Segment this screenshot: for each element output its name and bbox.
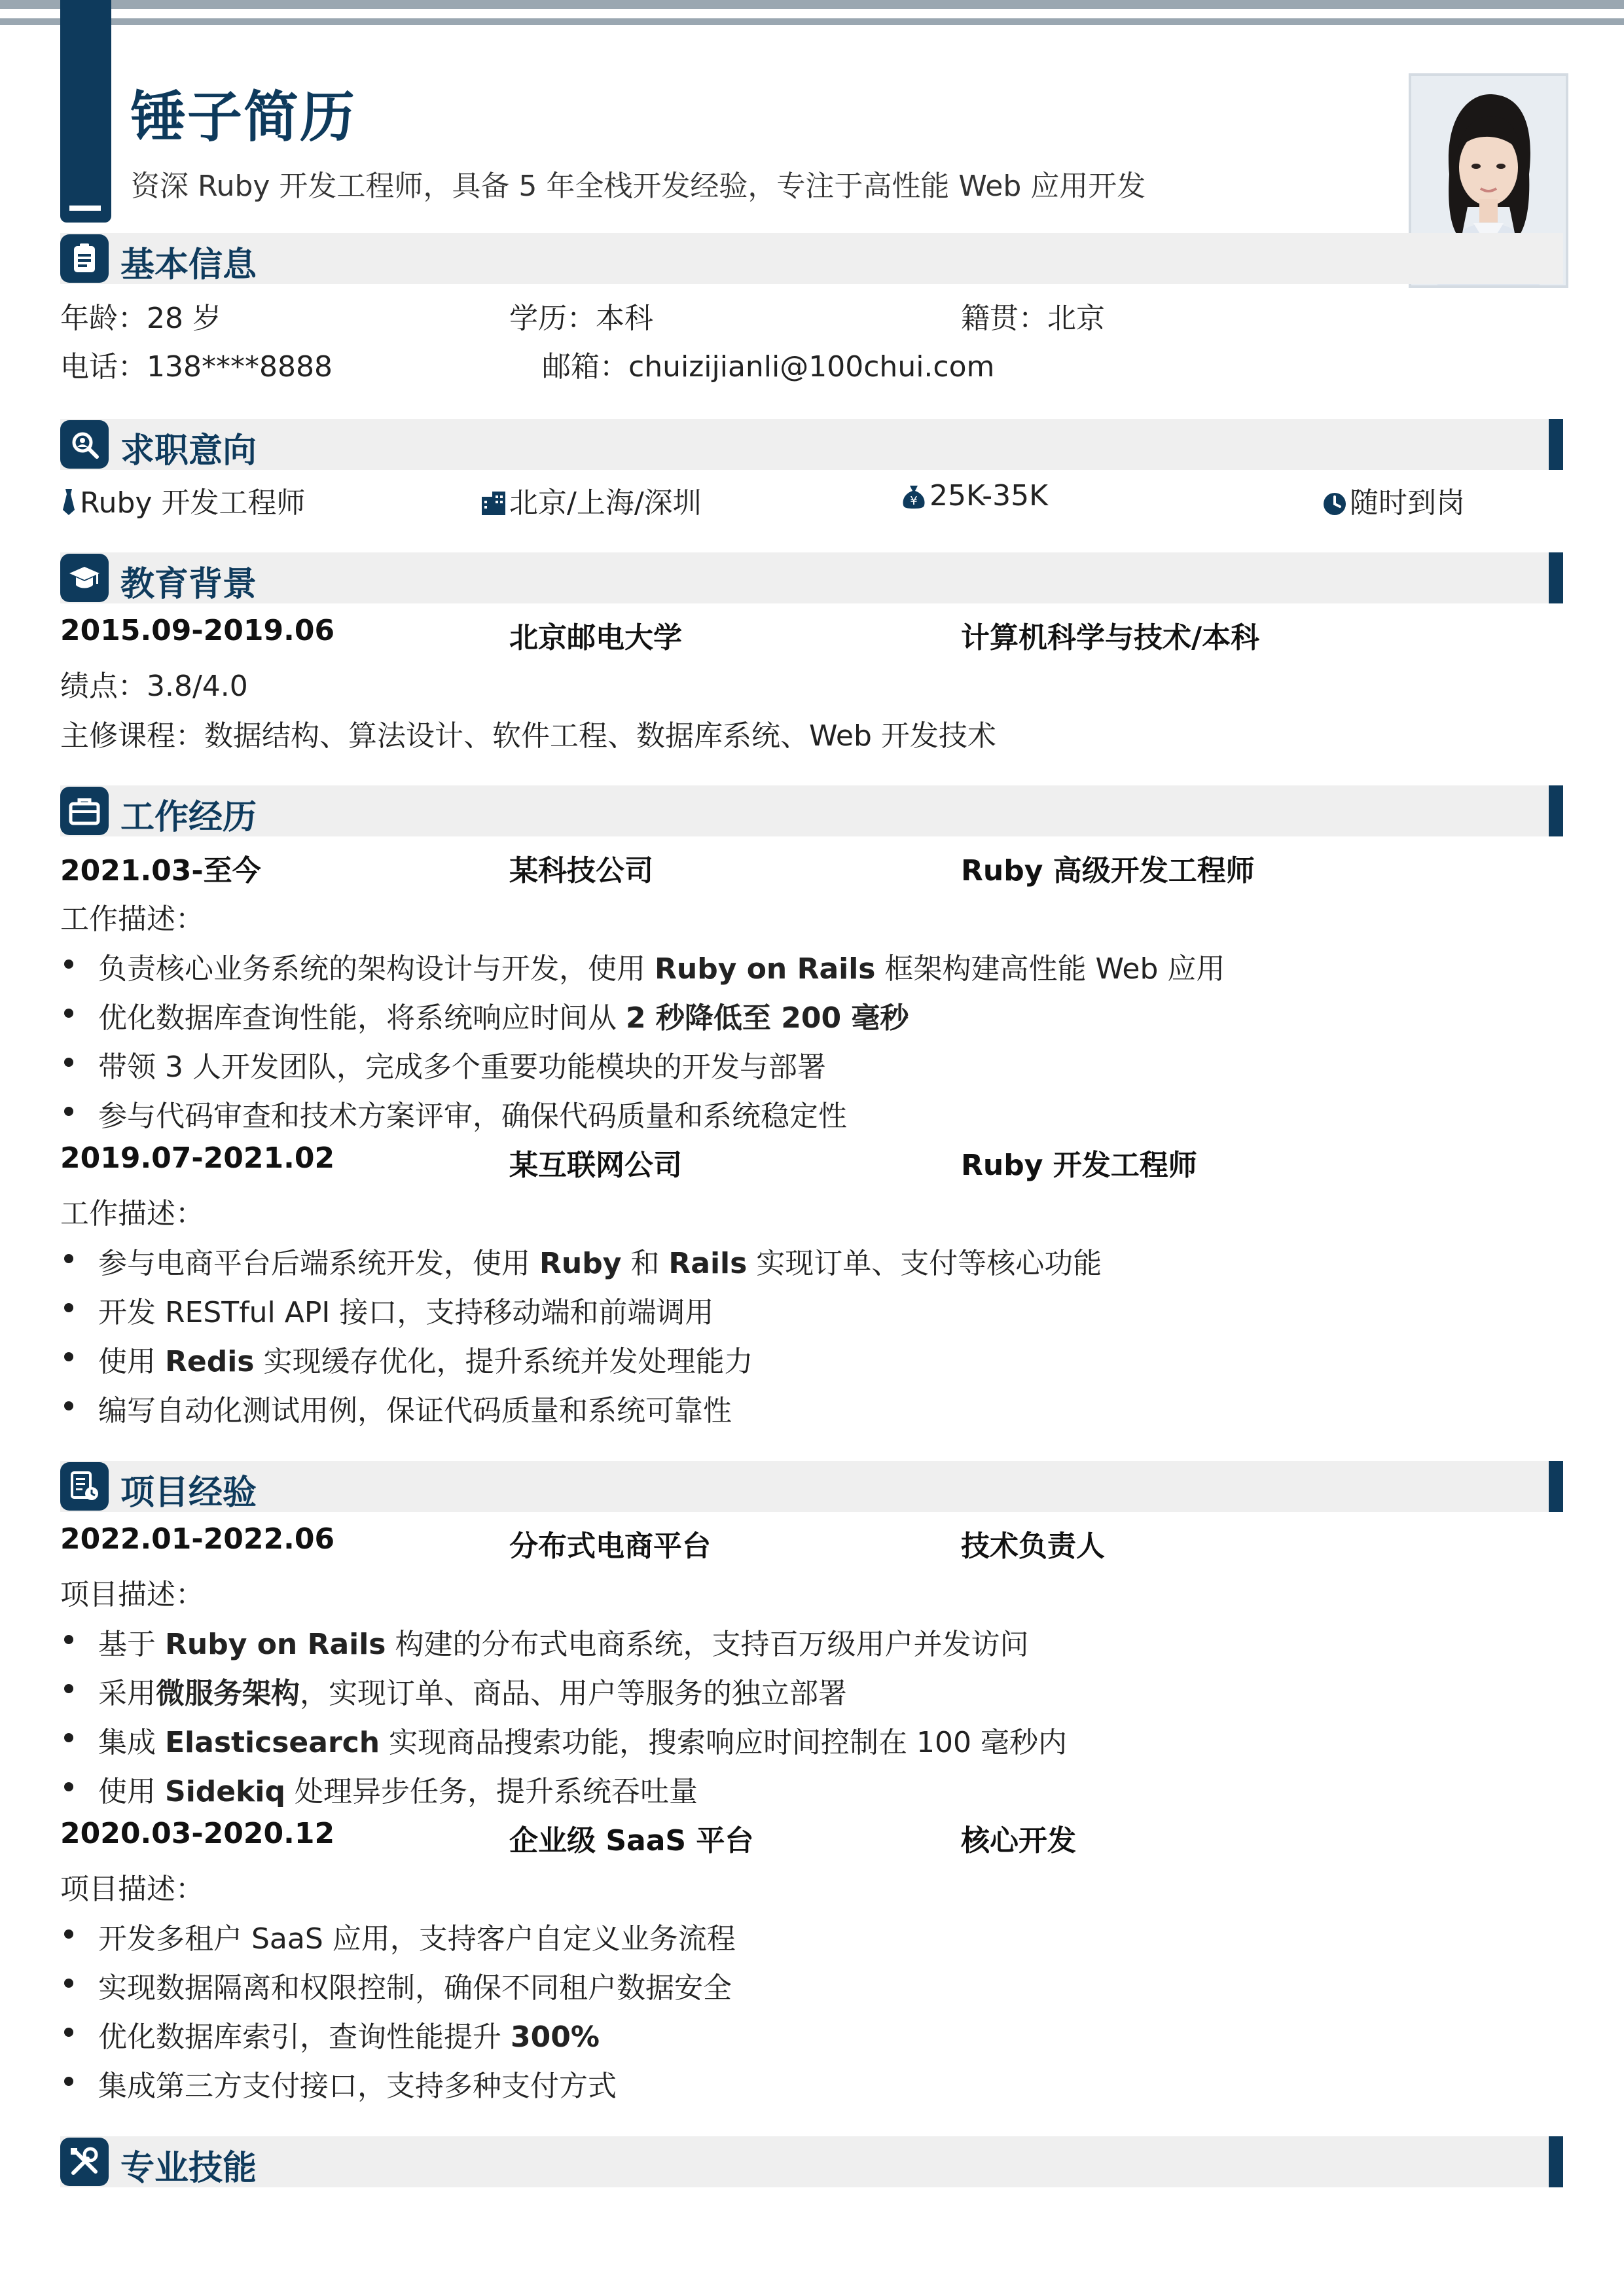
job-role: Ruby 高级开发工程师: [961, 854, 1255, 888]
section-title: 求职意向: [120, 431, 257, 471]
stripe-lower: [0, 18, 1624, 25]
job-period: 2019.07-2021.02: [60, 1141, 335, 1175]
education-courses: 主修课程：数据结构、算法设计、软件工程、数据库系统、Web 开发技术: [60, 719, 996, 753]
job-role: Ruby 开发工程师: [961, 1149, 1197, 1182]
project-desc-label: 项目描述：: [60, 1873, 204, 1906]
hometown-value: 籍贯：北京: [961, 302, 1105, 335]
project-name: 分布式电商平台: [509, 1530, 711, 1563]
job-desc-label: 工作描述：: [60, 903, 204, 936]
svg-text:¥: ¥: [910, 494, 918, 508]
intent-position: [60, 479, 305, 524]
intent-salary-text: 25K-35K: [929, 479, 1048, 512]
project-role: 技术负责人: [961, 1530, 1105, 1563]
section-end-bar: [1549, 785, 1563, 836]
section-title: 基本信息: [120, 245, 257, 285]
graduation-cap-icon: [60, 554, 109, 602]
section-job-intent: [60, 419, 1563, 470]
bullet-dot: [64, 1058, 73, 1067]
bullet-dot: [64, 1352, 73, 1361]
education-major: 计算机科学与技术/本科: [961, 621, 1260, 655]
section-title: 专业技能: [120, 2149, 257, 2188]
resume-title: 锤子简历: [131, 85, 357, 149]
top-stripes: [0, 0, 1624, 26]
bullet-dot: [64, 1782, 73, 1791]
education-gpa: 绩点：3.8/4.0: [60, 670, 248, 703]
age-value: 年龄：28 岁: [60, 302, 221, 335]
stripe-upper: [0, 0, 1624, 9]
section-title: 项目经验: [120, 1473, 257, 1513]
section-end-bar: [1549, 419, 1563, 470]
section-title: 工作经历: [120, 798, 257, 837]
bullet-dot: [64, 2077, 73, 2086]
section-skills: [60, 2136, 1563, 2187]
bullet-dot: [64, 960, 73, 969]
search-person-icon: [60, 420, 109, 469]
section-end-bar: [1549, 2136, 1563, 2187]
bullet-dot: [64, 1254, 73, 1263]
job-period: 2021.03-至今: [60, 854, 261, 888]
education-level-value: 学历：本科: [509, 302, 653, 335]
phone-value: 电话：138****8888: [60, 350, 333, 384]
bullet-dot: [64, 2028, 73, 2037]
building-icon: [480, 490, 507, 524]
section-education: [60, 552, 1563, 603]
intent-position-text: Ruby 开发工程师: [80, 486, 306, 520]
job-desc-label: 工作描述：: [60, 1197, 204, 1230]
job-company: 某科技公司: [509, 854, 653, 888]
header-accent-bar: [60, 0, 111, 223]
education-period: 2015.09-2019.06: [60, 614, 335, 647]
briefcase-icon: [60, 787, 109, 835]
bullet-dot: [64, 1733, 73, 1742]
clock-icon: [1322, 490, 1347, 524]
money-bag-icon: [901, 483, 927, 516]
project-period: 2022.01-2022.06: [60, 1522, 335, 1556]
email-value: 邮箱：chuizijianli@100chui.com: [542, 350, 995, 384]
project-role: 核心开发: [961, 1824, 1076, 1857]
section-title: 教育背景: [120, 565, 257, 604]
bullet-dot: [64, 1929, 73, 1939]
job-company: 某互联网公司: [509, 1149, 682, 1182]
section-work: [60, 785, 1563, 836]
bullet-dot: [64, 1684, 73, 1693]
section-projects: [60, 1461, 1563, 1512]
bullet-dot: [64, 1107, 73, 1116]
project-desc-label: 项目描述：: [60, 1578, 204, 1611]
section-end-bar: [1549, 552, 1563, 603]
clipboard-icon: [60, 234, 109, 283]
tools-icon: [60, 2138, 109, 2186]
intent-city-text: 北京/上海/深圳: [509, 486, 702, 520]
bullet-dot: [64, 1635, 73, 1644]
resume-subtitle: 资深 Ruby 开发工程师，具备 5 年全栈开发经验，专注于高性能 Web 应用开发: [131, 170, 1146, 203]
project-document-icon: [60, 1462, 109, 1511]
tie-icon: [60, 488, 77, 524]
intent-city: [480, 479, 702, 524]
education-school: 北京邮电大学: [509, 621, 682, 655]
bullet-dot: [64, 1009, 73, 1018]
intent-availability-text: 随时到岗: [1350, 486, 1465, 520]
project-period: 2020.03-2020.12: [60, 1817, 335, 1850]
bullet-dot: [64, 1303, 73, 1312]
bullet-dot: [64, 1401, 73, 1410]
intent-salary: [901, 479, 1048, 516]
section-end-bar: [1549, 1461, 1563, 1512]
project-name: 企业级 SaaS 平台: [509, 1824, 754, 1857]
header-accent-dash: [69, 206, 101, 211]
section-basic-info: [60, 233, 1563, 284]
bullet-dot: [64, 1979, 73, 1988]
intent-availability: [1322, 479, 1465, 524]
